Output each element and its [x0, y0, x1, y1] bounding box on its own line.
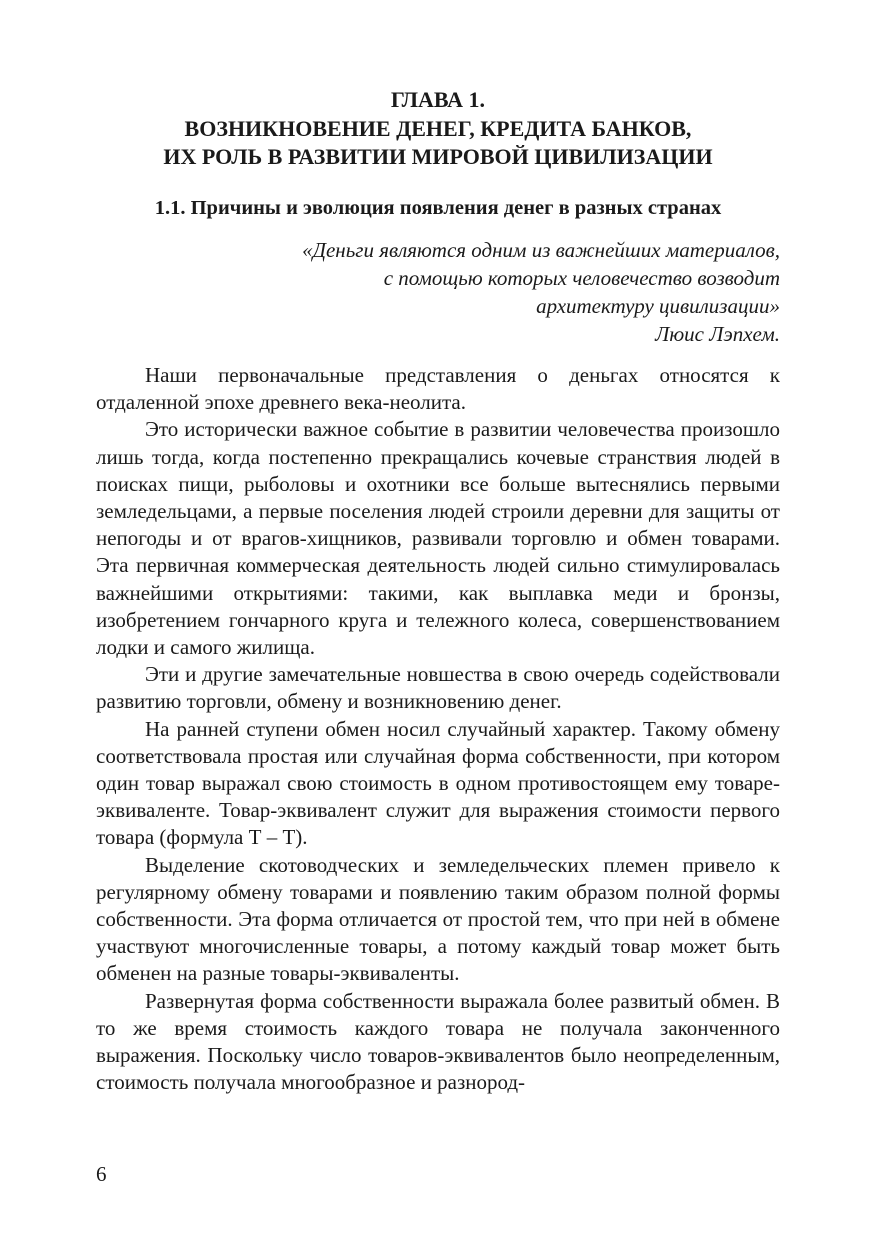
- epigraph-author: Люис Лэпхем.: [655, 322, 780, 346]
- epigraph: [96, 236, 780, 348]
- page-number: 6: [96, 1162, 107, 1186]
- chapter-title-line-1: ВОЗНИКНОВЕНИЕ ДЕНЕГ, КРЕДИТА БАНКОВ,: [184, 115, 692, 141]
- chapter-number: ГЛАВА 1.: [390, 87, 486, 112]
- body-text: [96, 362, 780, 1096]
- chapter-title-line-2: ИХ РОЛЬ В РАЗВИТИИ МИРОВОЙ ЦИВИЛИЗАЦИИ: [163, 144, 713, 169]
- epigraph-line-3: архитектуру цивилизации»: [536, 294, 780, 318]
- paragraph: Наши первоначальные представления о деньгах относятся к отдаленной эпохе древнего века-неолита.: [96, 363, 780, 415]
- paragraph: Выделение скотоводческих и земледельческих племен привело к регулярному обмену товарами и появлению таким образом полной формы собственности. Эта форма отличается от простой тем, что при ней в обмене участвуют многочисленные товары, а потому каждый товар может быть обменен на разные товары-эквиваленты.: [96, 852, 780, 986]
- chapter-heading: [96, 86, 780, 172]
- paragraph: Эти и другие замечательные новшества в свою очередь содействовали развитию торговли, обмену и возникновению денег.: [96, 662, 780, 714]
- epigraph-line-2: с помощью которых человечество возводит: [383, 266, 780, 290]
- book-page: [96, 0, 780, 1241]
- paragraph: Развернутая форма собственности выражала более развитый обмен. В то же время стоимость каждого товара не получала законченного выражения. Поскольку число товаров-эквивалентов было неопределенным, стоимость получала многообразное и разнород-: [96, 988, 780, 1095]
- paragraph: Это исторически важное событие в развитии человечества произошло лишь тогда, когда постепенно прекращались кочевые странствия людей в поисках пищи, рыболовы и охотники все больше вытеснялись первыми земледельцами, а первые поселения людей строили деревни для защиты от непогоды и от врагов-хищников, развивали торговлю и обмен товарами. Эта первичная коммерческая деятельность людей сильно стимулировалась важнейшими открытиями: такими, как выплавка меди и бронзы, изобретением гончарного круга и тележного колеса, совершенствованием лодки и самого жилища.: [96, 417, 780, 660]
- section-heading: 1.1. Причины и эволюция появления денег в разных странах: [154, 197, 722, 219]
- epigraph-line-1: «Деньги являются одним из важнейших материалов,: [302, 238, 780, 262]
- paragraph: На ранней ступени обмен носил случайный характер. Такому обмену соответствовала простая или случайная форма собственности, при котором один товар выражал свою стоимость в одном противостоящем ему товаре-эквиваленте. Товар-эквивалент служит для выражения стоимости первого товара (формула Т – Т).: [96, 716, 780, 850]
